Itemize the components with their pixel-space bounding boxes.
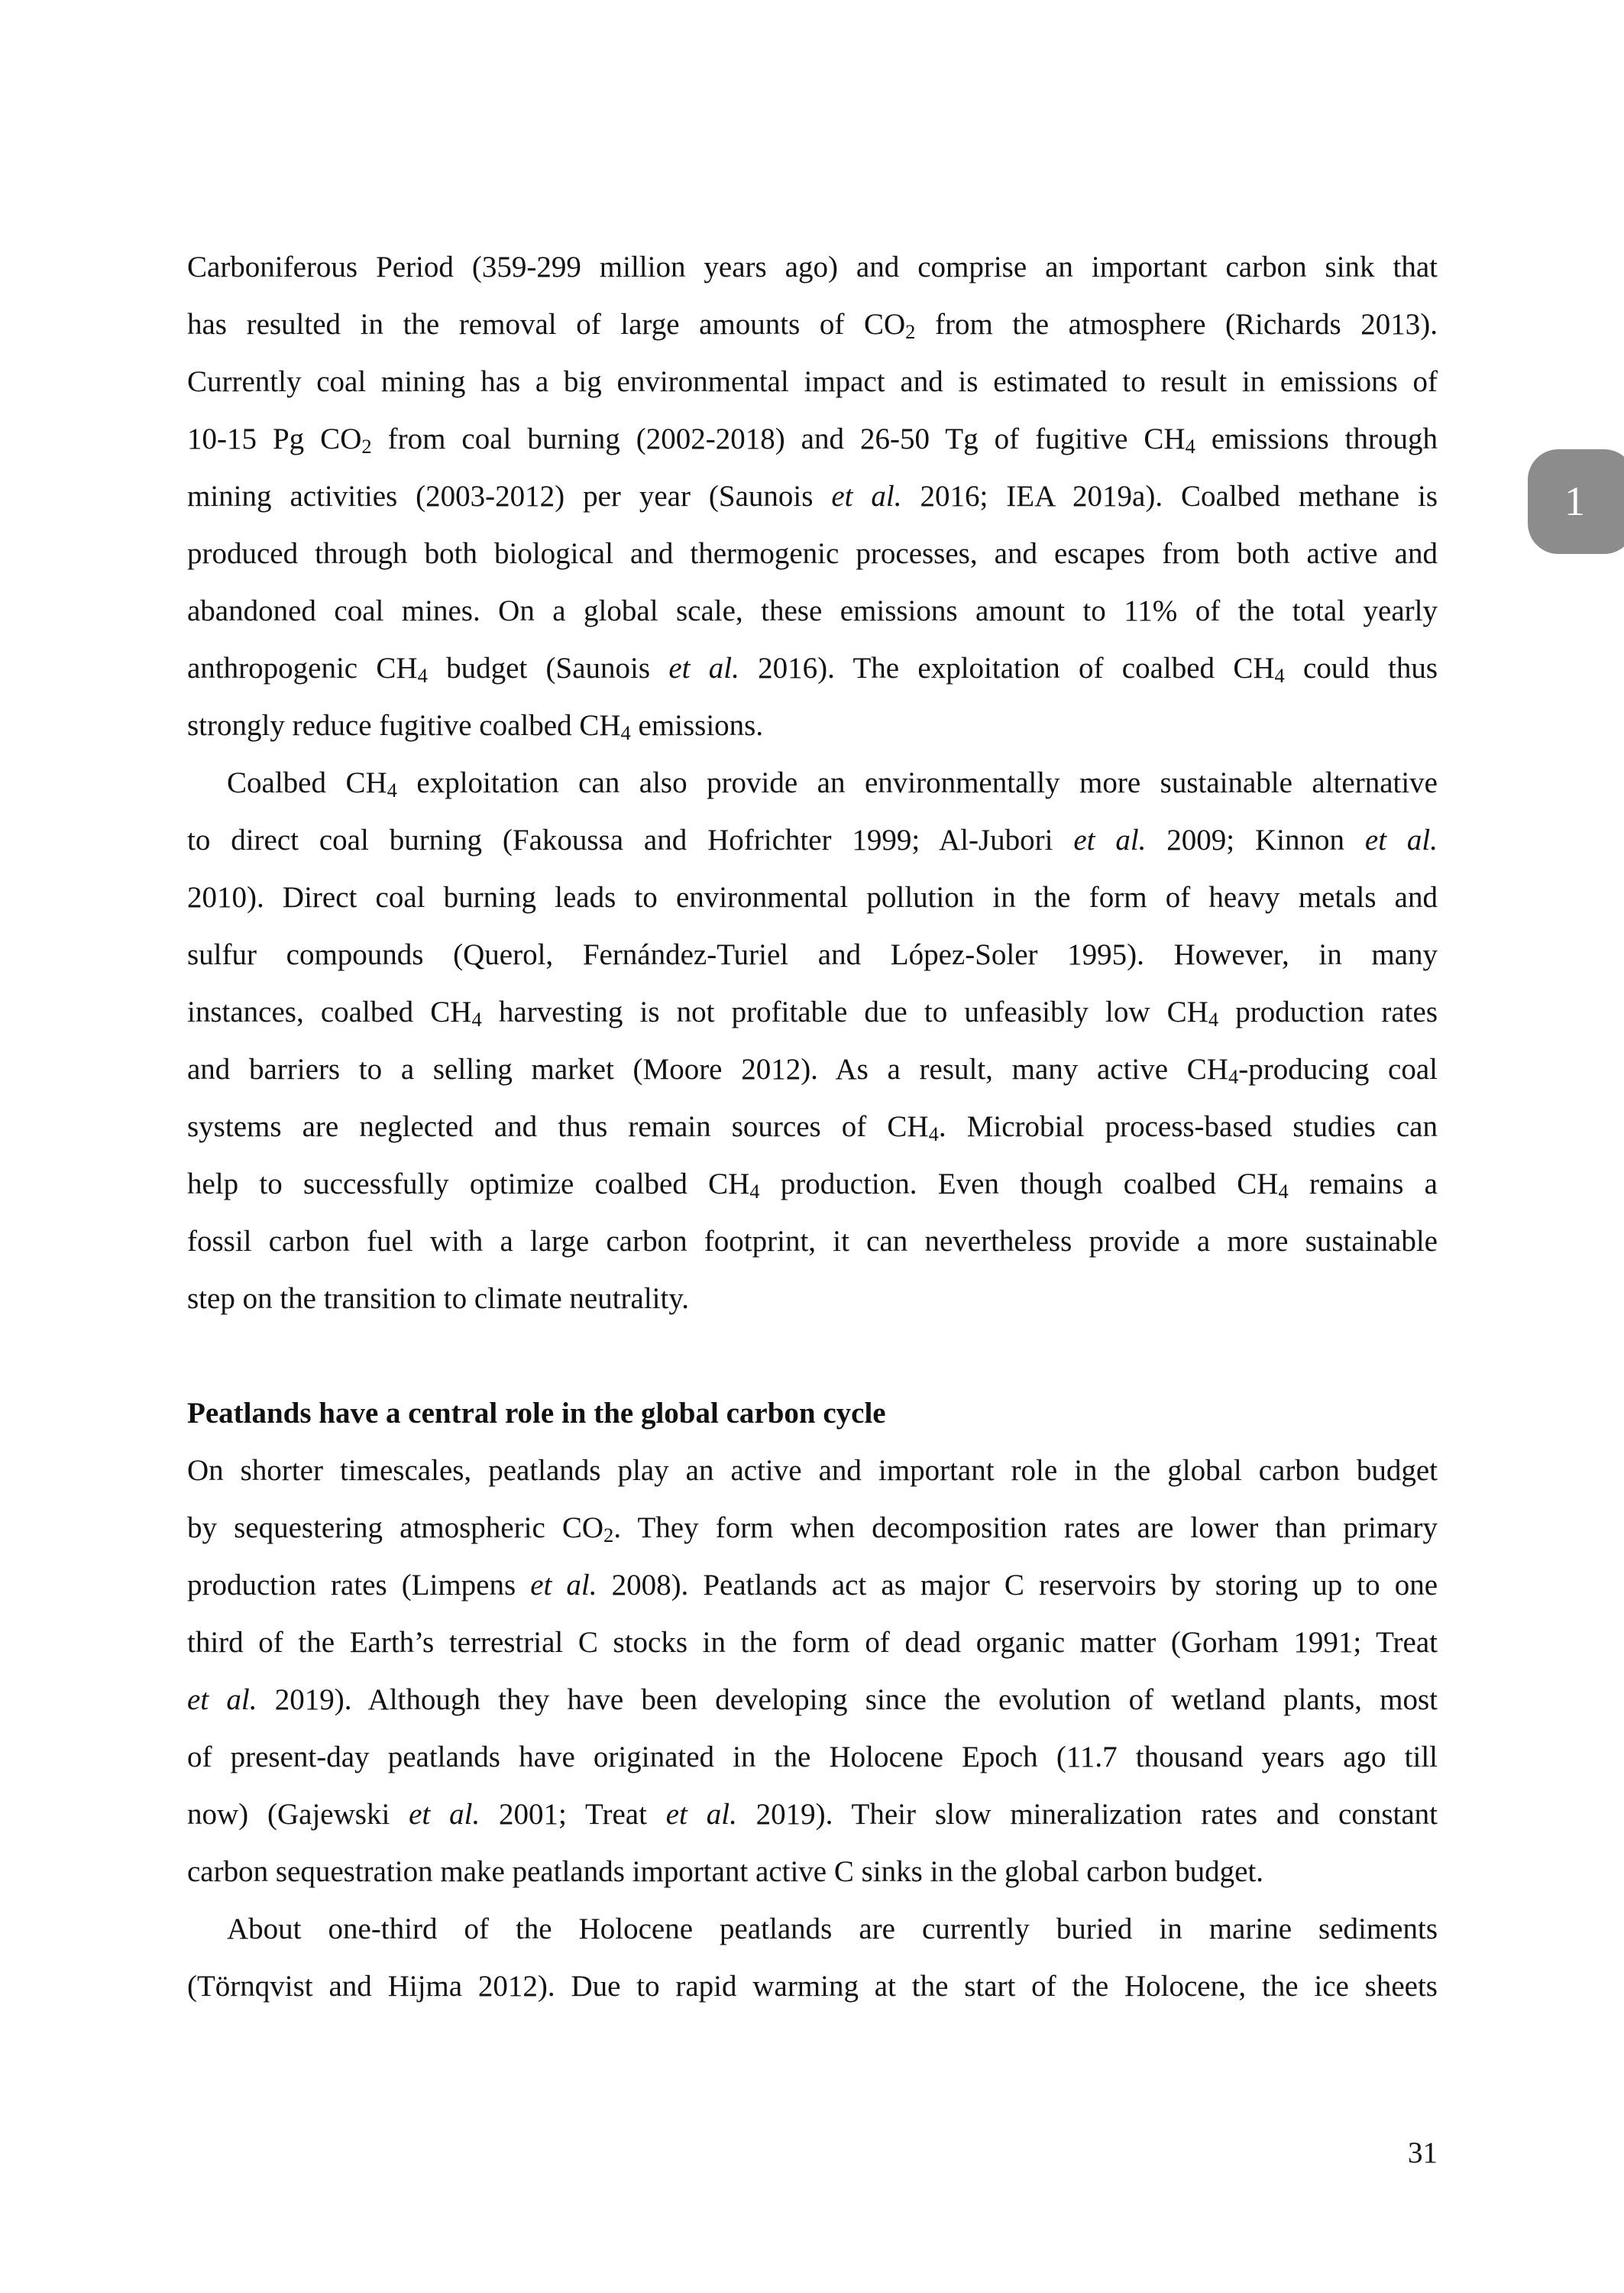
text-run: fossil carbon fuel with a large carbon footprint, it can nevertheless provide a more sustainable (187, 1225, 1438, 1258)
subscript: 4 (1185, 434, 1195, 458)
text-run: 2008). Peatlands act as major C reservoirs by storing up to one (597, 1569, 1438, 1602)
italic-text: et al. (187, 1683, 257, 1716)
subscript: 4 (1274, 663, 1285, 687)
text-line (187, 1442, 1438, 1499)
text-run: carbon sequestration make peatlands important active C sinks in the global carbon budget. (187, 1855, 1264, 1888)
italic-text: et al. (665, 1798, 737, 1831)
text-run: production rates (Limpens (187, 1569, 531, 1602)
subscript: 4 (928, 1122, 939, 1145)
text-run: mining activities (2003-2012) per year (Saunois (187, 480, 832, 513)
text-run: Coalbed CH (227, 766, 387, 799)
text-run: . They form when decomposition rates are lower than primary (613, 1511, 1438, 1544)
subscript: 4 (620, 721, 631, 744)
text-run: harvesting is not profitable due to unfeasibly low CH (481, 996, 1208, 1028)
text-line (187, 582, 1438, 640)
text-run: . Microbial process-based studies can (938, 1110, 1438, 1143)
text-run: 2009; Kinnon (1146, 824, 1365, 857)
text-line (187, 983, 1438, 1041)
subscript: 2 (603, 1523, 614, 1546)
subscript: 4 (417, 663, 428, 687)
text-run: production. Even though coalbed CH (759, 1168, 1279, 1200)
section-heading (187, 1385, 1438, 1442)
text-run: Peatlands have a central role in the global carbon cycle (187, 1397, 886, 1430)
text-run: instances, coalbed CH (187, 996, 472, 1028)
text-line (187, 296, 1438, 353)
text-run: now) (Gajewski (187, 1798, 409, 1831)
text-run: from coal burning (2002-2018) and 26-50 Tg of fugitive CH (371, 423, 1186, 455)
text-run: strongly reduce fugitive coalbed CH (187, 709, 621, 742)
text-run: produced through both biological and thermogenic processes, and escapes from both active and (187, 537, 1438, 570)
text-run: by sequestering atmospheric CO (187, 1511, 604, 1544)
italic-text: et al. (831, 480, 902, 513)
italic-text: et al. (530, 1569, 597, 1602)
text-run: 2019). Although they have been developing since the evolution of wetland plants, most (257, 1683, 1438, 1716)
text-run: -producing coal (1238, 1053, 1438, 1086)
text-run: could thus (1284, 652, 1438, 685)
text-line (187, 811, 1438, 869)
text-line (187, 1213, 1438, 1270)
text-run: budget (Saunois (427, 652, 669, 685)
text-line (187, 1958, 1438, 2015)
text-run: remains a (1288, 1168, 1438, 1200)
text-run: Currently coal mining has a big environmental impact and is estimated to result in emissions of (187, 365, 1438, 398)
text-run: 2016). The exploitation of coalbed CH (739, 652, 1275, 685)
subscript: 2 (361, 434, 372, 458)
text-run: and barriers to a selling market (Moore 2012). As a result, many active CH (187, 1053, 1228, 1086)
text-line (187, 1614, 1438, 1671)
text-line (187, 1098, 1438, 1155)
text-line (187, 1671, 1438, 1728)
text-line (187, 468, 1438, 525)
text-run: step on the transition to climate neutrality. (187, 1282, 690, 1315)
text-line (187, 1900, 1438, 1958)
text-line (187, 754, 1438, 811)
text-run: 2001; Treat (480, 1798, 666, 1831)
subscript: 4 (749, 1179, 760, 1203)
text-run: of present-day peatlands have originated in the Holocene Epoch (11.7 thousand years ago till (187, 1741, 1438, 1773)
text-line (187, 869, 1438, 926)
text-run: has resulted in the removal of large amounts of CO (187, 308, 906, 341)
text-line (187, 1843, 1438, 1900)
subscript: 4 (471, 1007, 482, 1031)
subscript: 4 (1228, 1064, 1239, 1088)
italic-text: et al. (668, 652, 739, 685)
text-run: 10-15 Pg CO (187, 423, 362, 455)
italic-text: et al. (409, 1798, 480, 1831)
text-line (187, 525, 1438, 582)
text-line (187, 238, 1438, 296)
text-run: sulfur compounds (Querol, Fernández-Turiel and López-Soler 1995). However, in many (187, 938, 1438, 971)
text-run: third of the Earth’s terrestrial C stocks in the form of dead organic matter (Gorham 1991; Treat (187, 1626, 1438, 1659)
italic-text: et al. (1364, 824, 1438, 857)
italic-text: et al. (1073, 824, 1147, 857)
text-line (187, 697, 1438, 754)
text-run: 2019). Their slow mineralization rates and constant (736, 1798, 1438, 1831)
text-line (187, 1786, 1438, 1843)
text-line (187, 640, 1438, 697)
chapter-tab: 1 (1528, 449, 1624, 554)
text-line (187, 1728, 1438, 1786)
text-run: emissions through (1195, 423, 1438, 455)
text-run: systems are neglected and thus remain sources of CH (187, 1110, 929, 1143)
text-run: emissions. (630, 709, 764, 742)
text-run: help to successfully optimize coalbed CH (187, 1168, 750, 1200)
text-line (187, 1556, 1438, 1614)
text-run: Carboniferous Period (359-299 million years ago) and comprise an important carbon sink that (187, 251, 1438, 283)
text-run: 2016; IEA 2019a). Coalbed methane is (901, 480, 1438, 513)
text-run: abandoned coal mines. On a global scale, these emissions amount to 11% of the total yearly (187, 594, 1438, 627)
text-line (187, 1041, 1438, 1098)
page-number: 31 (1408, 2136, 1438, 2169)
text-line (187, 1270, 1438, 1327)
text-line (187, 1499, 1438, 1556)
subscript: 2 (905, 319, 916, 343)
text-run: from the atmosphere (Richards 2013). (915, 308, 1438, 341)
text-run: (Törnqvist and Hijma 2012). Due to rapid warming at the start of the Holocene, the ice sheets (187, 1970, 1438, 2003)
subscript: 4 (1208, 1007, 1219, 1031)
text-run: to direct coal burning (Fakoussa and Hofrichter 1999; Al-Jubori (187, 824, 1074, 857)
text-run: About one-third of the Holocene peatlands are currently buried in marine sediments (227, 1912, 1438, 1945)
text-line (187, 410, 1438, 468)
text-run: 2010). Direct coal burning leads to environmental pollution in the form of heavy metals and (187, 881, 1438, 914)
text-line (187, 926, 1438, 983)
text-run: production rates (1218, 996, 1438, 1028)
text-line (187, 353, 1438, 410)
text-line (187, 1155, 1438, 1213)
subscript: 4 (1278, 1179, 1289, 1203)
text-run: exploitation can also provide an environmentally more sustainable alternative (396, 766, 1438, 799)
text-run: anthropogenic CH (187, 652, 418, 685)
subscript: 4 (387, 778, 397, 802)
text-run: On shorter timescales, peatlands play an active and important role in the global carbon budget (187, 1454, 1438, 1487)
